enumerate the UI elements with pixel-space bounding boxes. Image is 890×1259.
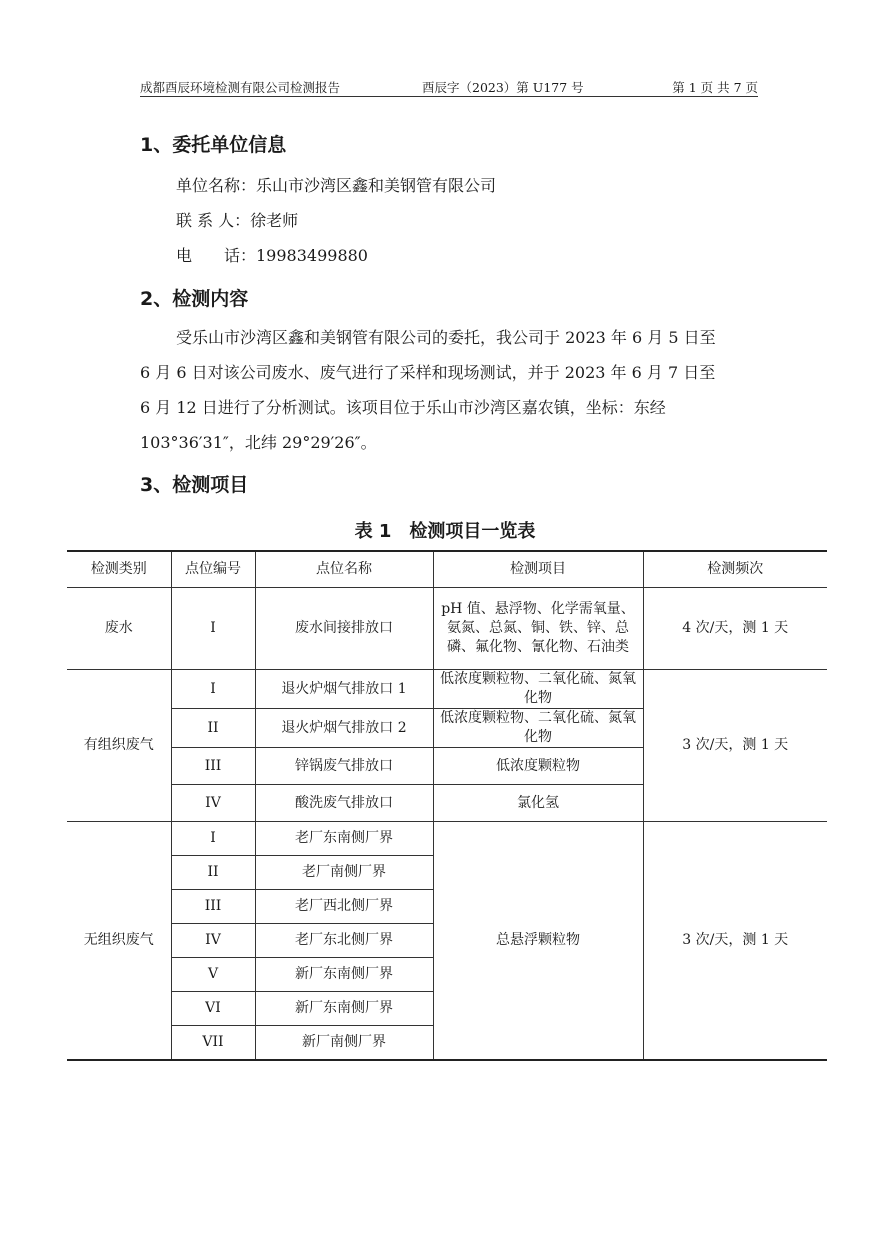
point-id-cell: III: [171, 890, 255, 924]
point-name-cell: 新厂南侧厂界: [255, 1026, 433, 1061]
frequency-cell: 3 次/天，测 1 天: [643, 670, 827, 822]
point-id-cell: III: [171, 748, 255, 785]
category-cell: 废水: [67, 588, 171, 670]
items-cell: 低浓度颗粒物、二氧化硫、氮氧化物: [433, 670, 643, 709]
content-paragraph-line: 受乐山市沙湾区鑫和美钢管有限公司的委托，我公司于 2023 年 6 月 5 日至: [176, 328, 716, 347]
header-point-id: 点位编号: [171, 551, 255, 588]
table-caption: 表 1 检测项目一览表: [354, 521, 536, 542]
point-name-cell: 老厂南侧厂界: [255, 856, 433, 890]
phone-line: 电 话：19983499880: [176, 246, 368, 265]
frequency-cell: 4 次/天，测 1 天: [643, 588, 827, 670]
point-name-cell: 废水间接排放口: [255, 588, 433, 670]
header-page-info: 第 1 页 共 7 页: [672, 80, 758, 95]
section1-title: 1、委托单位信息: [140, 134, 287, 156]
point-name-cell: 酸洗废气排放口: [255, 785, 433, 822]
table-header-row: [67, 551, 827, 588]
point-id-cell: IV: [171, 785, 255, 822]
point-name-cell: 锌锅废气排放口: [255, 748, 433, 785]
monitoring-items-table: [67, 550, 827, 1061]
point-name-cell: 退火炉烟气排放口 1: [255, 670, 433, 709]
point-name-cell: 退火炉烟气排放口 2: [255, 709, 433, 748]
point-id-cell: IV: [171, 924, 255, 958]
point-name-cell: 新厂东南侧厂界: [255, 958, 433, 992]
content-paragraph-line: 6 月 6 日对该公司废水、废气进行了采样和现场测试，并于 2023 年 6 月 7 日至: [140, 363, 716, 382]
section2-title: 2、检测内容: [140, 288, 249, 310]
point-id-cell: I: [171, 588, 255, 670]
content-paragraph-line: 6 月 12 日进行了分析测试。该项目位于乐山市沙湾区嘉农镇，坐标：东经: [140, 398, 666, 417]
items-cell: pH 值、悬浮物、化学需氧量、氨氮、总氮、铜、铁、锌、总磷、氟化物、氰化物、石油类: [433, 588, 643, 670]
table-row: [67, 588, 827, 670]
header-items: 检测项目: [433, 551, 643, 588]
table-row: [67, 822, 827, 856]
header-point-name: 点位名称: [255, 551, 433, 588]
header-frequency: 检测频次: [643, 551, 827, 588]
category-cell: 无组织废气: [67, 822, 171, 1061]
point-name-cell: 老厂东北侧厂界: [255, 924, 433, 958]
frequency-cell: 3 次/天，测 1 天: [643, 822, 827, 1061]
table-row: [67, 670, 827, 709]
point-name-cell: 老厂西北侧厂界: [255, 890, 433, 924]
header-report-number: 酉辰字（2023）第 U177 号: [422, 80, 584, 95]
point-id-cell: VII: [171, 1026, 255, 1061]
content-paragraph-line: 103°36′31″，北纬 29°29′26″。: [140, 433, 377, 452]
section3-title: 3、检测项目: [140, 474, 249, 496]
items-cell: 低浓度颗粒物、二氧化硫、氮氧化物: [433, 709, 643, 748]
point-id-cell: II: [171, 856, 255, 890]
items-cell: 氯化氢: [433, 785, 643, 822]
page-header: [140, 76, 758, 97]
point-id-cell: V: [171, 958, 255, 992]
point-id-cell: II: [171, 709, 255, 748]
point-id-cell: I: [171, 822, 255, 856]
client-name-line: 单位名称：乐山市沙湾区鑫和美钢管有限公司: [176, 176, 497, 195]
point-name-cell: 老厂东南侧厂界: [255, 822, 433, 856]
point-id-cell: I: [171, 670, 255, 709]
contact-person-line: 联 系 人：徐老师: [176, 211, 299, 230]
point-id-cell: VI: [171, 992, 255, 1026]
items-cell: 低浓度颗粒物: [433, 748, 643, 785]
category-cell: 有组织废气: [67, 670, 171, 822]
header-category: 检测类别: [67, 551, 171, 588]
point-name-cell: 新厂东南侧厂界: [255, 992, 433, 1026]
header-company: 成都酉辰环境检测有限公司检测报告: [140, 80, 341, 95]
items-cell: 总悬浮颗粒物: [433, 822, 643, 1061]
